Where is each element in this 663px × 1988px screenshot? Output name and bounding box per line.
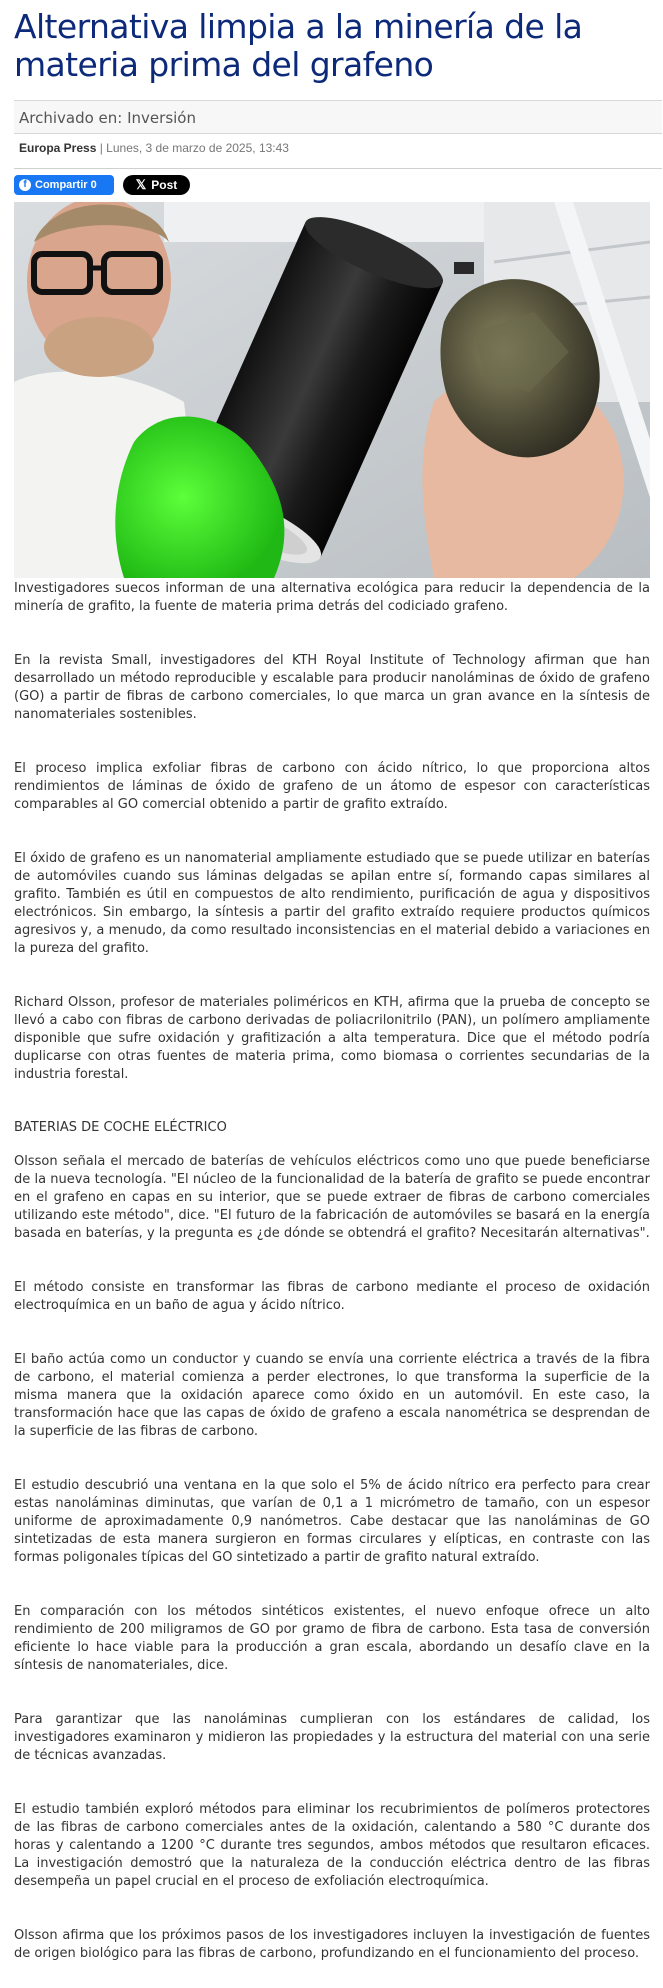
facebook-icon: f — [19, 179, 31, 191]
byline-date: Lunes, 3 de marzo de 2025, 13:43 — [106, 141, 289, 155]
paragraph-5: Olsson señala el mercado de baterías de vehículos eléctricos como uno que puede beneficiarse de la nueva tecnología. "El núcleo de la funcionalidad de la batería de grafito se puede encontrar en el grafeno en capas en su interior, que se puede extraer de fibras de carbono comerciales utilizando este método", dice. "El futuro de la fabricación de automóviles se basará en la energía basada en baterías, y la pregunta es ¿de dónde se obtendrá el grafito? Necesitarán alternativas". — [14, 1154, 650, 1241]
paragraph-12: Olsson afirma que los próximos pasos de los investigadores incluyen la investigación de fuentes de origen biológico para las fibras de carbono, profundizando en el funcionamiento del proceso. — [14, 1928, 650, 1961]
article — [14, 0, 662, 197]
share-bar — [14, 175, 662, 197]
byline-separator: | — [96, 141, 107, 155]
facebook-share-count: 0 — [90, 179, 97, 191]
paragraph-4: Richard Olsson, profesor de materiales poliméricos en KTH, afirma que la prueba de concepto se llevó a cabo con fibras de carbono derivadas de poliacrilonitrilo (PAN), un polímero ampliamente disponible que sufre oxidación y grafitización a alta temperatura. Dice que el método podría duplicarse con otras fuentes de materia prima, como biomasa o corrientes secundarias de la industria forestal. — [14, 995, 650, 1082]
researcher-photo-illustration — [14, 202, 650, 578]
paragraph-1: En la revista Small, investigadores del KTH Royal Institute of Technology afirman que han desarrollado un método reproducible y escalable para producir nanoláminas de óxido de grafeno (GO) a partir de fibras de carbono comerciales, lo que marca un gran avance en la síntesis de nanomateriales sostenibles. — [14, 653, 650, 722]
paragraph-7: El baño actúa como un conductor y cuando se envía una corriente eléctrica a través de la fibra de carbono, el material comienza a perder electrones, lo que transforma la superficie de la misma manera que la oxidación aparece como óxido en un automóvil. En este caso, la transformación hace que las capas de óxido de grafeno a escala nanométrica se desprendan de la superficie de las fibras de carbono. — [14, 1352, 650, 1439]
x-post-button[interactable] — [123, 175, 190, 195]
x-post-label: Post — [151, 178, 178, 192]
x-logo-icon: 𝕏 — [135, 177, 147, 192]
byline — [14, 134, 662, 169]
byline-source[interactable]: Europa Press — [19, 141, 97, 155]
paragraph-11: El estudio también exploró métodos para eliminar los recubrimientos de polímeros protectores de las fibras de carbono comerciales antes de la oxidación, calentando a 580 °C durante dos horas y calentando a 1200 °C durante tres segundos, ambos métodos que resultaron eficaces. La investigación demostró que la naturaleza de la conducción eléctrica dentro de las fibras desempeña un papel crucial en el proceso de exfoliación electroquímica. — [14, 1802, 650, 1889]
paragraph-8: El estudio descubrió una ventana en la que solo el 5% de ácido nítrico era perfecto para crear estas nanoláminas diminutas, que varían de 0,1 a 1 micrómetro de tamaño, con un espesor uniforme de aproximadamente 0,9 nanómetros. Cabe destacar que las nanoláminas de GO sintetizadas de esta manera surgieron en formas circulares y elípticas, en contraste con las formas poligonales típicas del GO sintetizado a partir de grafito natural extraído. — [14, 1478, 650, 1565]
article-body — [14, 580, 650, 1963]
paragraph-10: Para garantizar que las nanoláminas cumplieran con los estándares de calidad, los investigadores examinaron y midieron las propiedades y la estructura del material con una serie de técnicas avanzadas. — [14, 1712, 650, 1763]
paragraph-3: El óxido de grafeno es un nanomaterial ampliamente estudiado que se puede utilizar en baterías de automóviles cuando sus láminas delgadas se apilan entre sí, formando capas similares al grafito. También es útil en compuestos de alto rendimiento, purificación de agua y dispositivos electrónicos. Sin embargo, la síntesis a partir del grafito extraído requiere productos químicos agresivos y, a menudo, da como resultado inconsistencias en el material debido a variaciones en la pureza del grafito. — [14, 851, 650, 956]
paragraph-2: El proceso implica exfoliar fibras de carbono con ácido nítrico, lo que proporciona altos rendimientos de láminas de óxido de grafeno de un átomo de espesor con características comparables al GO comercial obtenido a partir de grafito extraído. — [14, 761, 650, 812]
facebook-share-button[interactable] — [14, 175, 114, 195]
section-heading: BATERIAS DE COCHE ELÉCTRICO — [14, 1120, 227, 1135]
paragraph-6: El método consiste en transformar las fibras de carbono mediante el proceso de oxidación electroquímica en un baño de agua y ácido nítrico. — [14, 1280, 650, 1313]
filed-under-label: Archivado en: Inversión — [19, 109, 196, 127]
facebook-share-label: Compartir — [35, 179, 88, 191]
article-photo — [14, 202, 650, 578]
paragraph-9: En comparación con los métodos sintéticos existentes, el nuevo enfoque ofrece un alto rendimiento de 200 miligramos de GO por gramo de fibra de carbono. Esta tasa de conversión eficiente lo hace viable para la producción a gran escala, abordando un desafío clave en la síntesis de nanomateriales, dice. — [14, 1604, 650, 1673]
filed-under-bar — [14, 100, 662, 134]
article-title: Alternativa limpia a la minería de la materia prima del grafeno — [14, 7, 583, 84]
image-caption: Investigadores suecos informan de una alternativa ecológica para reducir la dependencia de la minería de grafito, la fuente de materia prima detrás del codiciado grafeno. — [14, 581, 650, 614]
